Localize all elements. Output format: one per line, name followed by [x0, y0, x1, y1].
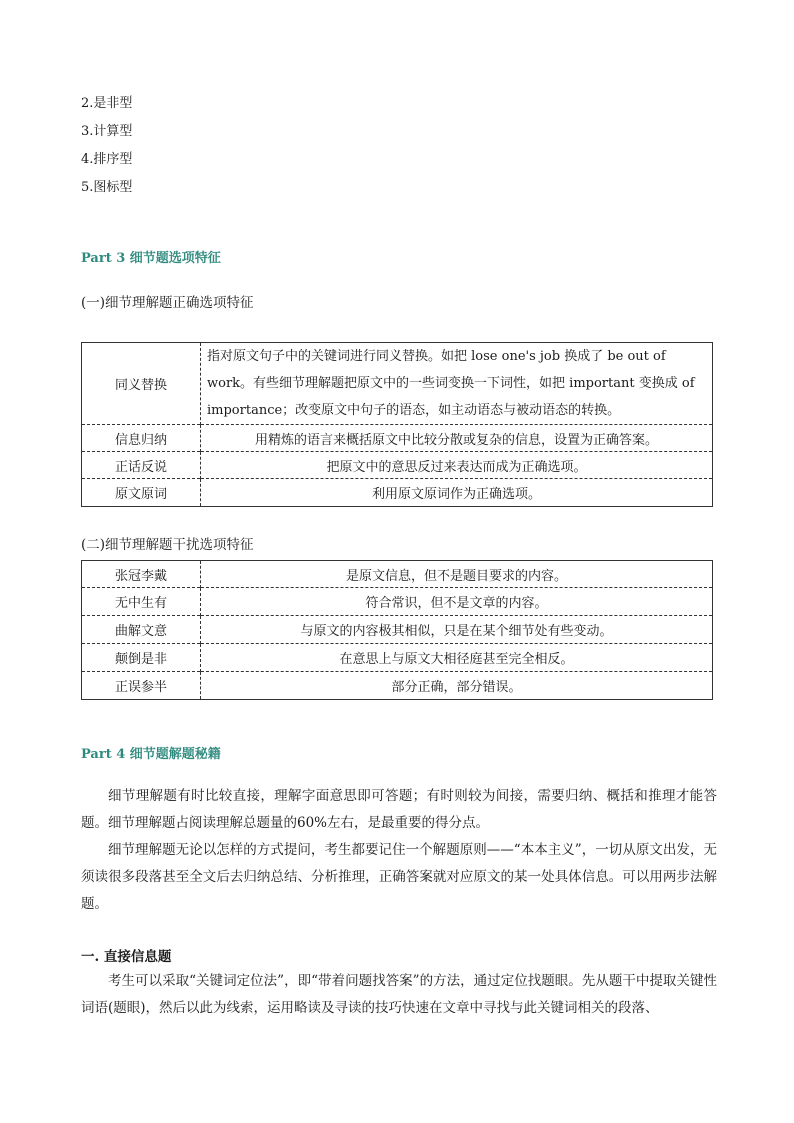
table2-title: (二)细节理解题干扰选项特征 — [81, 537, 254, 553]
list-item: 2.是非型 — [81, 96, 133, 111]
distractor-option-table — [81, 560, 713, 700]
feature-desc: 是原文信息，但不是题目要求的内容。 — [201, 561, 713, 588]
list-item: 3.计算型 — [81, 124, 133, 139]
feature-label: 无中生有 — [82, 588, 201, 616]
feature-label: 信息归纳 — [82, 425, 201, 452]
feature-desc: 在意思上与原文大相径庭甚至完全相反。 — [201, 644, 713, 672]
feature-label: 曲解文意 — [82, 616, 201, 644]
feature-label: 正误参半 — [82, 672, 201, 700]
table-row — [82, 561, 713, 588]
paragraph: 细节理解题无论以怎样的方式提问，考生都要记住一个解题原则——“本本主义”，一切从原文出发，无须读很多段落甚至全文后去归纳总结、分析推理，正确答案就对应原文的某一处具体信息。可以用两步法解题。 — [81, 842, 717, 912]
list-item: 5.图标型 — [81, 180, 133, 195]
feature-label: 张冠李戴 — [82, 561, 201, 588]
table1-title: (一)细节理解题正确选项特征 — [81, 295, 254, 311]
paragraph: 考生可以采取“关键词定位法”，即“带着问题找答案”的方法，通过定位找题眼。先从题干中提取关键性词语(题眼)，然后以此为线索，运用略读及寻读的技巧快速在文章中寻找与此关键词相关的段落、 — [81, 973, 717, 1016]
table-row — [82, 672, 713, 700]
correct-option-table — [81, 342, 713, 507]
paragraph: 细节理解题有时比较直接，理解字面意思即可答题；有时则较为间接，需要归纳、概括和推理才能答题。细节理解题占阅读理解总题量的60%左右，是最重要的得分点。 — [81, 788, 717, 831]
part4-heading: Part 4 细节题解题秘籍 — [81, 747, 221, 762]
feature-desc: 符合常识，但不是文章的内容。 — [201, 588, 713, 616]
feature-label: 正话反说 — [82, 452, 201, 479]
section-title: 一. 直接信息题 — [81, 949, 172, 965]
table-row — [82, 588, 713, 616]
table-row — [82, 452, 713, 479]
part3-heading: Part 3 细节题选项特征 — [81, 251, 221, 266]
feature-desc: 指对原文句子中的关键词进行同义替换。如把 lose one's job 换成了 be out of work。有些细节理解题把原文中的一些词变换一下词性，如把 important 变换成 of importance；改变原文中句子的语态，如主动语态与被动语态的转换。 — [201, 343, 713, 425]
feature-desc: 利用原文原词作为正确选项。 — [201, 479, 713, 507]
feature-label: 颠倒是非 — [82, 644, 201, 672]
feature-label: 同义替换 — [82, 343, 201, 425]
table-row — [82, 343, 713, 425]
table-row — [82, 644, 713, 672]
table-row — [82, 616, 713, 644]
feature-desc: 把原文中的意思反过来表达而成为正确选项。 — [201, 452, 713, 479]
feature-desc: 部分正确，部分错误。 — [201, 672, 713, 700]
table-row — [82, 425, 713, 452]
feature-desc: 与原文的内容极其相似，只是在某个细节处有些变动。 — [201, 616, 713, 644]
feature-desc: 用精炼的语言来概括原文中比较分散或复杂的信息，设置为正确答案。 — [201, 425, 713, 452]
table-row — [82, 479, 713, 507]
list-item: 4.排序型 — [81, 152, 133, 167]
feature-label: 原文原词 — [82, 479, 201, 507]
